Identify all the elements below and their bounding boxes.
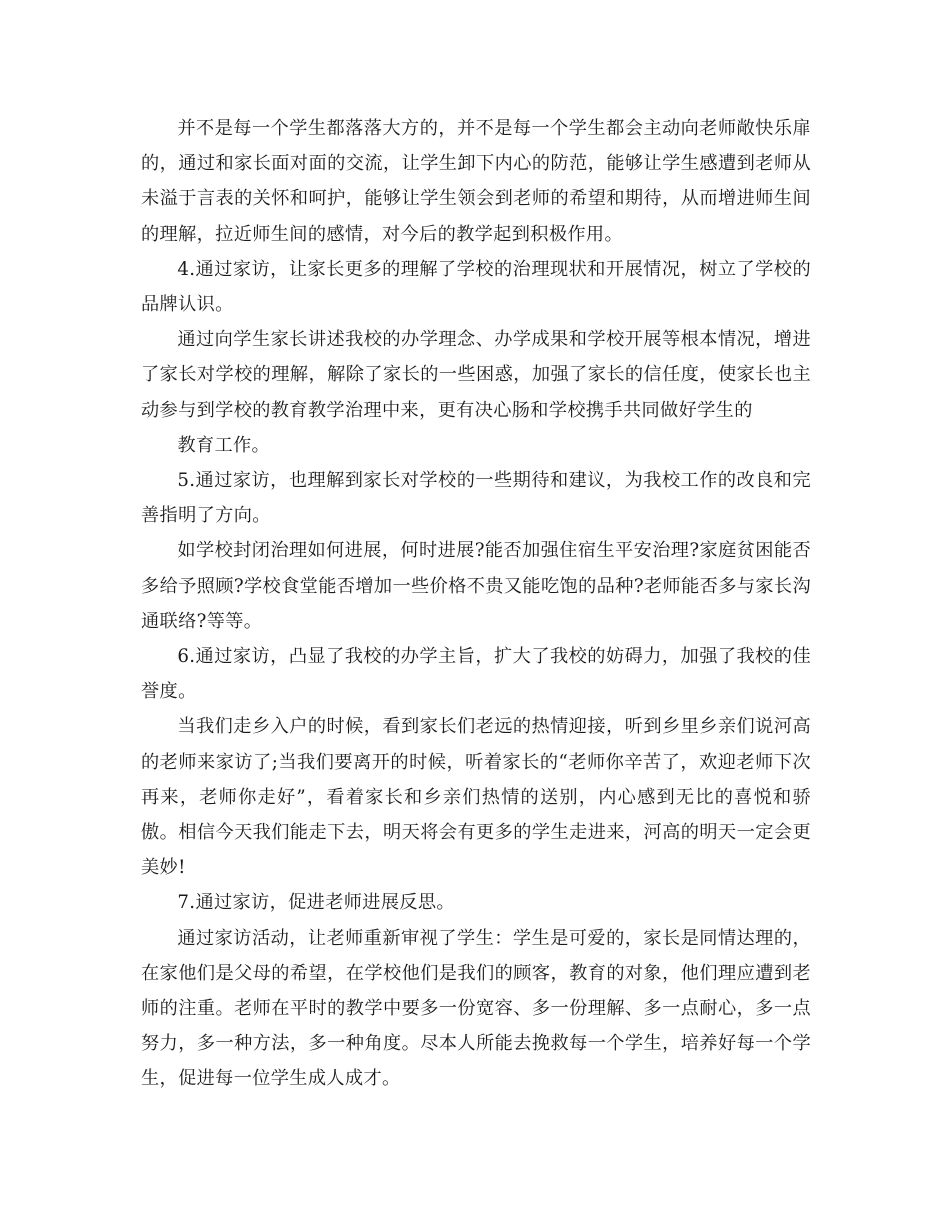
document-body	[141, 111, 811, 1097]
paragraph-point-5-heading: 5.通过家访，也理解到家长对学校的一些期待和建议，为我校工作的改良和完善指明了方向。	[141, 470, 811, 527]
paragraph-teacher-reflection: 通过家访活动，让老师重新审视了学生：学生是可爱的，家长是同情达理的，在家他们是父母的希望，在学校他们是我们的顾客，教育的对象，他们理应遭到老师的注重。老师在平时的教学中要多一份宽容、多一份理解、多一点耐心，多一点努力，多一种方法，多一种角度。尽本人所能去挽救每一个学生，培养好每一个学生，促进每一位学生成人成才。	[141, 927, 811, 1090]
paragraph-point-4-heading: 4.通过家访，让家长更多的理解了学校的治理现状和开展情况，树立了学校的品牌认识。	[141, 258, 811, 316]
paragraph-community-welcome: 当我们走乡入户的时候，看到家长们老远的热情迎接，听到乡里乡亲们说河高的老师来家访了;当我们要离开的时候，听着家长的“老师你辛苦了，欢迎老师下次再来，老师你走好”，看着家长和乡亲们热情的送别，内心感到无比的喜悦和骄傲。相信今天我们能走下去，明天将会有更多的学生走进来，河高的明天一定会更美妙!	[141, 716, 811, 879]
paragraph-education-work: 教育工作。	[177, 434, 271, 456]
paragraph-point-7-heading: 7.通过家访，促进老师进展反思。	[177, 892, 455, 914]
paragraph-school-introduction: 通过向学生家长讲述我校的办学理念、办学成果和学校开展等根本情况，增进了家长对学校的理解，解除了家长的一些困惑，加强了家长的信任度，使家长也主动参与到学校的教育教学治理中来，更有决心肠和学校携手共同做好学生的	[141, 329, 811, 421]
paragraph-visit-effect-trust: 并不是每一个学生都落落大方的，并不是每一个学生都会主动向老师敞快乐扉的，通过和家长面对面的交流，让学生卸下内心的防范，能够让学生感遭到老师从未溢于言表的关怀和呵护，能够让学生领会到老师的希望和期待，从而增进师生间的理解，拉近师生间的感情，对今后的教学起到积极作用。	[141, 118, 811, 245]
paragraph-point-6-heading: 6.通过家访，凸显了我校的办学主旨，扩大了我校的妨碍力，加强了我校的佳誉度。	[141, 646, 811, 703]
paragraph-parent-suggestions: 如学校封闭治理如何进展，何时进展?能否加强住宿生平安治理?家庭贫困能否多给予照顾?学校食堂能否增加一些价格不贵又能吃饱的品种?老师能否多与家长沟通联络?等等。	[141, 540, 811, 632]
